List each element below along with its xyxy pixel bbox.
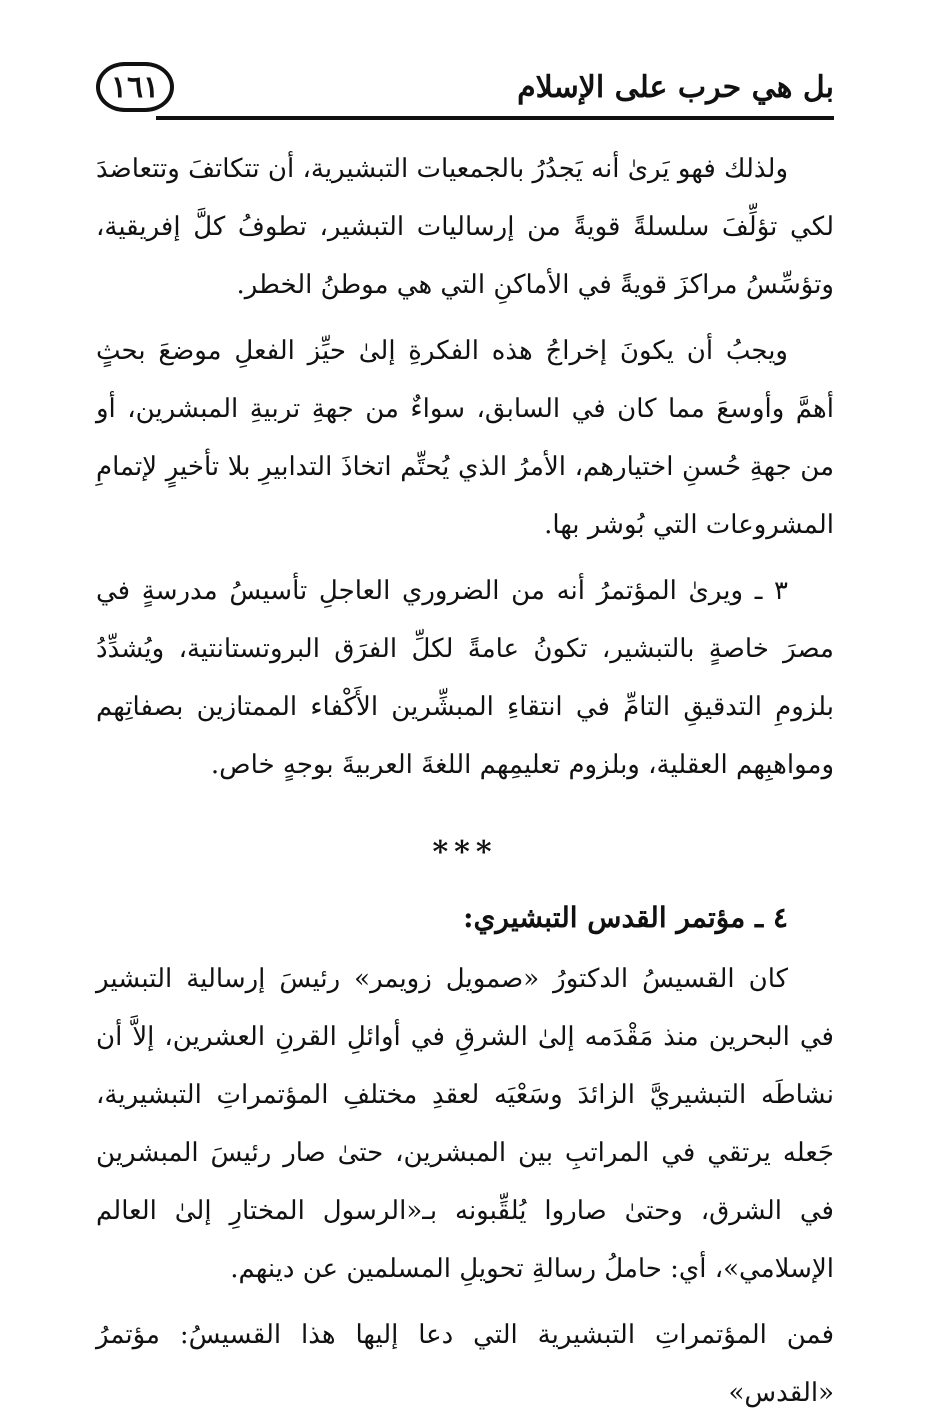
paragraph-1: ولذلك فهو يَرىٰ أنه يَجدُرُ بالجمعيات التبشيرية، أن تتكاتفَ وتتعاضدَ لكي تؤلِّفَ سلسلةً قويةً من إرساليات التبشير، تطوفُ كلَّ إفريقية، وتؤسِّسُ مراكزَ قويةً في الأماكنِ التي هي موطنُ الخطر. bbox=[96, 154, 834, 300]
paragraph-2: ويجبُ أن يكونَ إخراجُ هذه الفكرةِ إلىٰ حيِّز الفعلِ موضعَ بحثٍ أهمَّ وأوسعَ مما كان في السابق، سواءٌ من جهةِ تربيةِ المبشرين، أو من جهةِ حُسنِ اختيارهم، الأمرُ الذي يُحتِّم اتخاذَ التدابيرِ بلا تأخيرٍ لإتمامِ المشروعات التي بُوشر بها. bbox=[96, 336, 834, 540]
paragraph-5: فمن المؤتمراتِ التبشيرية التي دعا إليها هذا القسيسُ: مؤتمرُ «القدس» bbox=[96, 1320, 834, 1408]
section-separator: *** bbox=[432, 835, 498, 870]
body-text bbox=[96, 140, 834, 1422]
header-rule bbox=[156, 116, 834, 120]
section-heading: ٤ ـ مؤتمر القدس التبشيري: bbox=[463, 901, 788, 934]
paragraph-4: كان القسيسُ الدكتورُ «صمويل زويمر» رئيسَ إرسالية التبشير في البحرين منذ مَقْدَمه إلىٰ الشرقِ في أوائلِ القرنِ العشرين، إلاَّ أن نشاطَه التبشيريَّ الزائدَ وسَعْيَه لعقدِ مختلفِ المؤتمراتِ التبشيرية، جَعله يرتقي في المراتبِ بين المبشرين، حتىٰ صار رئيسَ المبشرين في الشرق، وحتىٰ صاروا يُلقِّبونه بـ«الرسول المختارِ إلىٰ العالم الإسلامي»، أي: حاملُ رسالةِ تحويلِ المسلمين عن دينهم. bbox=[96, 964, 834, 1284]
paragraph-3: ٣ ـ ويرىٰ المؤتمرُ أنه من الضروري العاجلِ تأسيسُ مدرسةٍ في مصرَ خاصةٍ بالتبشير، تكونُ عامةً لكلِّ الفرَق البروتستانتية، ويُشدِّدُ بلزومِ التدقيقِ التامِّ في انتقاءِ المبشِّرين الأَكْفاء الممتازين بصفاتِهم ومواهبِهم العقلية، وبلزوم تعليمِهم اللغةَ العربيةَ بوجهٍ خاص. bbox=[96, 576, 834, 780]
page-number-badge: ١٦١ bbox=[96, 62, 174, 112]
running-title: بل هي حرب على الإسلام bbox=[517, 70, 834, 105]
page-header bbox=[96, 62, 834, 128]
